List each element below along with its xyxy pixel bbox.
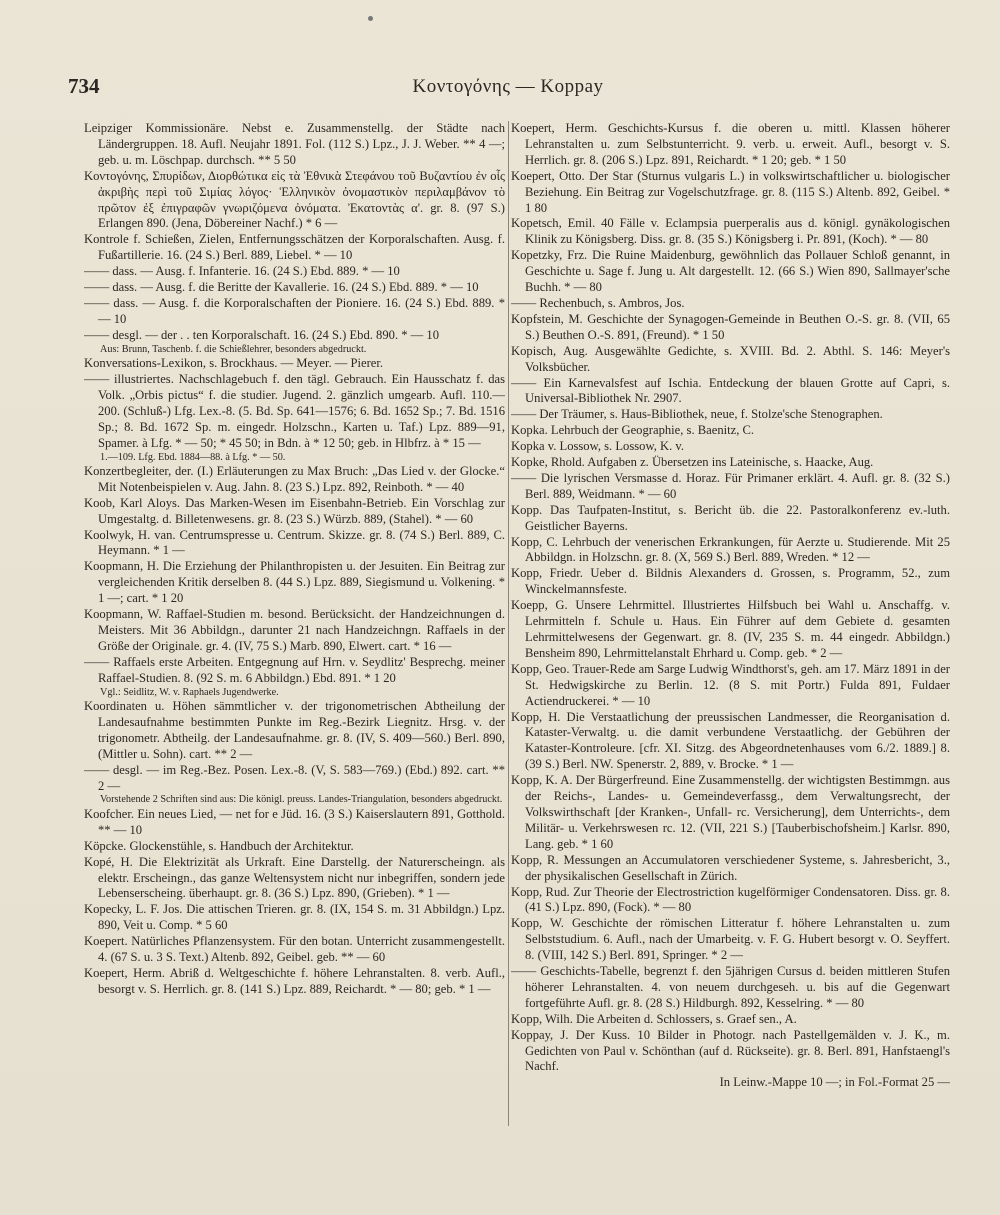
entry: Kopp, H. Die Verstaatlichung der preussischen Landmesser, die Reorganisation d. Kataster-Verwaltg. u. die damit verbundene Verstaatlichg. der Gebühren der Kataster-Kontroleure. [cfr. XI. Sitzg. des Abgeordnetenhauses vom 6./2. 1889.] 8. (39 S.) Berl. NW. Spenerstr. 2, 889, v. Brocke. * 1 — <box>511 709 950 772</box>
entry: —— dass. — Ausg. f. Infanterie. 16. (24 S.) Ebd. 889. * — 10 <box>84 264 400 279</box>
entry: Koepert, Herm. Geschichts-Kursus f. die oberen u. mittl. Klassen höherer Lehranstalten u. zum Selbstunterricht. 9. verb. u. erweit. Aufl., besorgt v. S. Herrlich. gr. 8. (206 S.) Lpz. 891, Reichardt. * 1 20; geb. * 1 50 <box>511 121 950 167</box>
entry: Koopmann, H. Die Erziehung der Philanthropisten u. der Jesuiten. Ein Beitrag zur vergleichenden Kritik derselben 8. (44 S.) Lpz. 889, Siegismund u. Volkening. * 1 —; cart. * 1 20 <box>84 559 505 606</box>
entry-note: Vgl.: Seidlitz, W. v. Raphaels Jugendwerke. <box>100 686 279 698</box>
entry: Kopetsch, Emil. 40 Fälle v. Eclampsia puerperalis aus d. königl. gynäkologischen Klinik zu Königsberg. Diss. gr. 8. (35 S.) Königsberg i. Pr. 891, (Koch). * — 80 <box>511 216 950 247</box>
entry-note: Vorstehende 2 Schriften sind aus: Die königl. preuss. Landes-Triangulation, besonders abgedruckt. <box>100 794 503 806</box>
entry: —— desgl. — der . . ten Korporalschaft. 16. (24 S.) Ebd. 890. * — 10 <box>84 327 440 342</box>
entry: Kopp, W. Geschichte der römischen Litteratur f. höhere Lehranstalten u. zum Selbststudium. 6. Aufl., nach der Umarbeitg. v. F. G. Hubert besorgt v. O. Seyffert. 8. (VIII, 142 S.) Berl. 891, Springer. * 2 — <box>511 916 950 963</box>
entry: —— Rechenbuch, s. Ambros, Jos. <box>511 295 685 310</box>
entry: Kopp, K. A. Der Bürgerfreund. Eine Zusammenstellg. der wichtigsten Bestimmgn. aus der Reichs-, Landes- u. Gemeindeverfassg., dem Verwaltungsrecht, der Volkswirthschaft [der Kranken-, Unfall- rc. Versicherung], dem Unterrichts-, dem Militär- u. Verkehrswesen rc. 12. (VII, 221 S.) [Tauberbischofsheim.] Karlsr. 890, Lang. geb. * 1 60 <box>511 773 950 851</box>
entry: Kopp, R. Messungen an Accumulatoren verschiedener Systeme, s. Jahresbericht, 3., der physikalischen Gesellschaft in Zürich. <box>511 852 950 883</box>
entry: Kopetzky, Frz. Die Ruine Maidenburg, gewöhnlich das Pollauer Schloß genannt, in Geschichte u. Sage f. Jung u. Alt dargestellt. 12. (66 S.) Wien 890, Sallmayer'sche Buchh. * — 80 <box>511 248 950 295</box>
ink-dot <box>368 16 373 21</box>
entry: —— Geschichts-Tabelle, begrenzt f. den 5jährigen Cursus d. beiden mittleren Stufen höherer Lehranstalten. 4. von neuem durchgeseh. u. bis auf die Gegenwart fortgeführte Aufl. gr. 8. (28 S.) Hildburgh. 892, Kesselring. * — 80 <box>511 964 950 1010</box>
entry: Koob, Karl Aloys. Das Marken-Wesen im Eisenbahn-Betrieb. Ein Vorschlag zur Umgestaltg. d. Billetenwesens. gr. 8. (23 S.) Würzb. 889, (Stahel). * — 60 <box>84 495 505 526</box>
entry: Koofcher. Ein neues Lied, — net for e Jüd. 16. (3 S.) Kaiserslautern 891, Gotthold. ** — 10 <box>84 806 505 837</box>
entry: Konversations-Lexikon, s. Brockhaus. — Meyer. — Pierer. <box>84 356 384 371</box>
entry: Kopke, Rhold. Aufgaben z. Übersetzen ins Lateinische, s. Haacke, Aug. <box>511 455 874 470</box>
entry: Koppay, J. Der Kuss. 10 Bilder in Photogr. nach Pastellgemälden v. J. K., m. Gedichten von Paul v. Schönthan (auf d. Rückseite). gr. 8. Berl. 891, Hanfstaengl's Nachf. <box>511 1027 950 1074</box>
entry-note: Aus: Brunn, Taschenb. f. die Schießlehrer, besonders abgedruckt. <box>100 343 367 355</box>
entry: Kopfstein, M. Geschichte der Synagogen-Gemeinde in Beuthen O.-S. gr. 8. (VII, 65 S.) Beuthen O.-S. 891, (Freund). * 1 50 <box>511 311 950 342</box>
entry: Kopka v. Lossow, s. Lossow, K. v. <box>511 439 685 454</box>
entry: Koolwyk, H. van. Centrumspresse u. Centrum. Skizze. gr. 8. (74 S.) Berl. 889, C. Heymann. * 1 — <box>84 527 505 558</box>
running-title: Κοντογόνης — Koppay <box>412 76 604 97</box>
entry-note: 1.—109. Lfg. Ebd. 1884—88. à Lfg. * — 50. <box>100 451 286 463</box>
entry: Kopp. Das Taufpaten-Institut, s. Bericht üb. die 22. Pastoralkonferenz ev.-luth. Geistlicher Bayerns. <box>511 502 950 533</box>
left-column <box>84 121 505 1131</box>
entry: Koopmann, W. Raffael-Studien m. besond. Berücksicht. der Handzeichnungen d. Meisters. Mit 36 Abbildgn., darunter 21 nach Handzeichngn. Raffaels in der Größe der Originale. gr. 4. (IV, 75 S.) Marb. 890, Elwert. cart. * 16 — <box>84 607 505 653</box>
entry: Kontrole f. Schießen, Zielen, Entfernungsschätzen der Korporalschaften. Ausg. f. Fußartillerie. 16. (24 S.) Berl. 889, Liebel. * — 10 <box>84 232 505 263</box>
entry: Kopp, Wilh. Die Arbeiten d. Schlossers, s. Graef sen., A. <box>511 1011 797 1026</box>
entry: —— Ein Karnevalsfest auf Ischia. Entdeckung der blauen Grotte auf Capri, s. Universal-Bibliothek Nr. 2907. <box>511 375 950 406</box>
entry: —— Raffaels erste Arbeiten. Entgegnung auf Hrn. v. Seydlitz' Besprechg. meiner Raffael-Studien. 8. (92 S. m. 6 Abbildgn.) Ebd. 891. * 1 20 <box>84 654 505 685</box>
entry: Kopp, C. Lehrbuch der venerischen Erkrankungen, für Aerzte u. Studierende. Mit 25 Abbildgn. in Holzschn. gr. 8. (X, 569 S.) Berl. 889, Wreden. * 12 — <box>511 534 950 565</box>
entry-price-line: In Leinw.-Mappe 10 —; in Fol.-Format 25 — <box>719 1075 950 1090</box>
entry: Koepert, Herm. Abriß d. Weltgeschichte f. höhere Lehranstalten. 8. verb. Aufl., besorgt v. S. Herrlich. gr. 8. (141 S.) Lpz. 889, Reichardt. * — 80; geb. * 1 — <box>84 965 505 996</box>
entry: —— dass. — Ausg. f. die Korporalschaften der Pioniere. 16. (24 S.) Ebd. 889. * — 10 <box>84 295 505 326</box>
right-column <box>511 121 950 1131</box>
entry: Kopisch, Aug. Ausgewählte Gedichte, s. XVIII. Bd. 2. Abthl. S. 146: Meyer's Volksbücher. <box>511 343 950 374</box>
column-divider <box>508 121 509 1126</box>
entry: Köpcke. Glockenstühle, s. Handbuch der Architektur. <box>84 838 354 853</box>
entry: —— dass. — Ausg. f. die Beritte der Kavallerie. 16. (24 S.) Ebd. 889. * — 10 <box>84 280 479 295</box>
entry: Kopecky, L. F. Jos. Die attischen Trieren. gr. 8. (IX, 154 S. m. 31 Abbildgn.) Lpz. 890, Veit u. Comp. * 5 60 <box>84 902 505 933</box>
entry: Koepert, Otto. Der Star (Sturnus vulgaris L.) in volkswirtschaftlicher u. biologischer Beziehung. Ein Beitrag zur Vogelschutzfrage. gr. 8. (115 S.) Altenb. 892, Geibel. * 1 80 <box>511 168 950 215</box>
entry: Kopp, Rud. Zur Theorie der Electrostriction kugelförmiger Condensatoren. Diss. gr. 8. (41 S.) Lpz. 890, (Fock). * — 80 <box>511 884 950 915</box>
entry: Koordinaten u. Höhen sämmtlicher v. der trigonometrischen Abtheilung der Landesaufnahme bestimmten Punkte im Reg.-Bezirk Liegnitz. Hrsg. v. der trigonometr. Abtheilg. der Landesaufnahme. gr. 8. (IV, S. 409—560.) Berl. 890, (Mittler u. Sohn). cart. ** 2 — <box>84 699 505 761</box>
entry: Kopp, Friedr. Ueber d. Bildnis Alexanders d. Grossen, s. Programm, 52., zum Winckelmannsfeste. <box>511 566 950 597</box>
entry: Kopka. Lehrbuch der Geographie, s. Baenitz, C. <box>511 423 755 438</box>
entry: Koepert. Natürliches Pflanzensystem. Für den botan. Unterricht zusammengestellt. 4. (67 S. u. 3 S. Text.) Altenb. 892, Geibel. geb. ** — 60 <box>84 934 505 965</box>
page-header <box>68 74 948 106</box>
entry: —— Die lyrischen Versmasse d. Horaz. Für Primaner erklärt. 4. Aufl. gr. 8. (32 S.) Berl. 889, Weidmann. * — 60 <box>511 470 950 501</box>
entry: Koepp, G. Unsere Lehrmittel. Illustriertes Hilfsbuch bei Wahl u. Anschaffg. v. Lehrmitteln f. Schule u. Haus. Ein Führer auf dem Gebiete d. gesamten Lehrmittelwesens der Gegenwart. gr. 8. (IV, 235 S. m. 44 eingedr. Abbildgn.) Bensheim 890, Lehrmittelanstalt Ehrhard u. Comp. geb. * 2 — <box>511 598 950 660</box>
entry: Konzertbegleiter, der. (I.) Erläuterungen zu Max Bruch: „Das Lied v. der Glocke.“ Mit Notenbeispielen v. Aug. Jahn. 8. (23 S.) Lpz. 892, Reinboth. * — 40 <box>84 463 505 494</box>
entry: Κοντογόνης, Σπυρίδων, Διορθώτικα εἰς τὰ Ἐθνικὰ Στεφάνου τοῦ Βυζαντίου ἐν οἷς ἀκριβὴς περὶ τοῦ Σιμίας λόγος· Ἑλληνικὸν ὀνομαστικὸν περιλαμβάνον τὸ πρῶτον ἐξ ἐπιγραφῶν γνωριζόμενα ὀνόματα. Ἐκατοντὰς α'. gr. 8. (97 S.) Erlangen 890. (Jena, Döbereiner Nachf.) * 6 — <box>84 168 505 231</box>
page-number: 734 <box>68 74 100 98</box>
entry: —— desgl. — im Reg.-Bez. Posen. Lex.-8. (V, S. 583—769.) (Ebd.) 892. cart. ** 2 — <box>84 762 505 793</box>
entry: —— illustriertes. Nachschlagebuch f. den tägl. Gebrauch. Ein Hausschatz f. das Volk. „Orbis pictus“ f. die studier. Jugend. 2. gänzlich umgearb. Aufl. 110.—200. (Schluß-) Lfg. Lex.-8. (5. Bd. Sp. 641—1576; 6. Bd. 1652 Sp.; 7. Bd. 1516 Sp.; 8. Bd. 1672 Sp. m. eingedr. Holzschn., Karten u. Taf.) Lpz. 889—91, Spamer. à Lfg. * — 50; * 45 50; in Bdn. à * 12 50; geb. in Hlbfrz. à * 15 — <box>84 372 505 450</box>
entry: —— Der Träumer, s. Haus-Bibliothek, neue, f. Stolze'sche Stenographen. <box>511 407 883 422</box>
entry: Kopp, Geo. Trauer-Rede am Sarge Ludwig Windthorst's, geh. am 17. März 1891 in der St. Hedwigskirche zu Berlin. 12. (8 S. mit Portr.) Fulda 891, Fuldaer Actiendruckerei. * — 10 <box>511 661 950 708</box>
entry: Leipziger Kommissionäre. Nebst e. Zusammenstellg. der Städte nach Ländergruppen. 18. Aufl. Neujahr 1891. Fol. (112 S.) Lpz., J. J. Weber. ** 4 —; geb. u. m. Löschpap. durchsch. ** 5 50 <box>84 121 505 167</box>
entry: Kopé, H. Die Elektrizität als Urkraft. Eine Darstellg. der Naturerscheingn. als elektr. Erscheingn., das ganze Weltensystem nicht nur inbegriffen, sondern jede Lebenserscheing. überhaupt. gr. 8. (36 S.) Lpz. 890, (Grieben). * 1 — <box>84 854 505 901</box>
